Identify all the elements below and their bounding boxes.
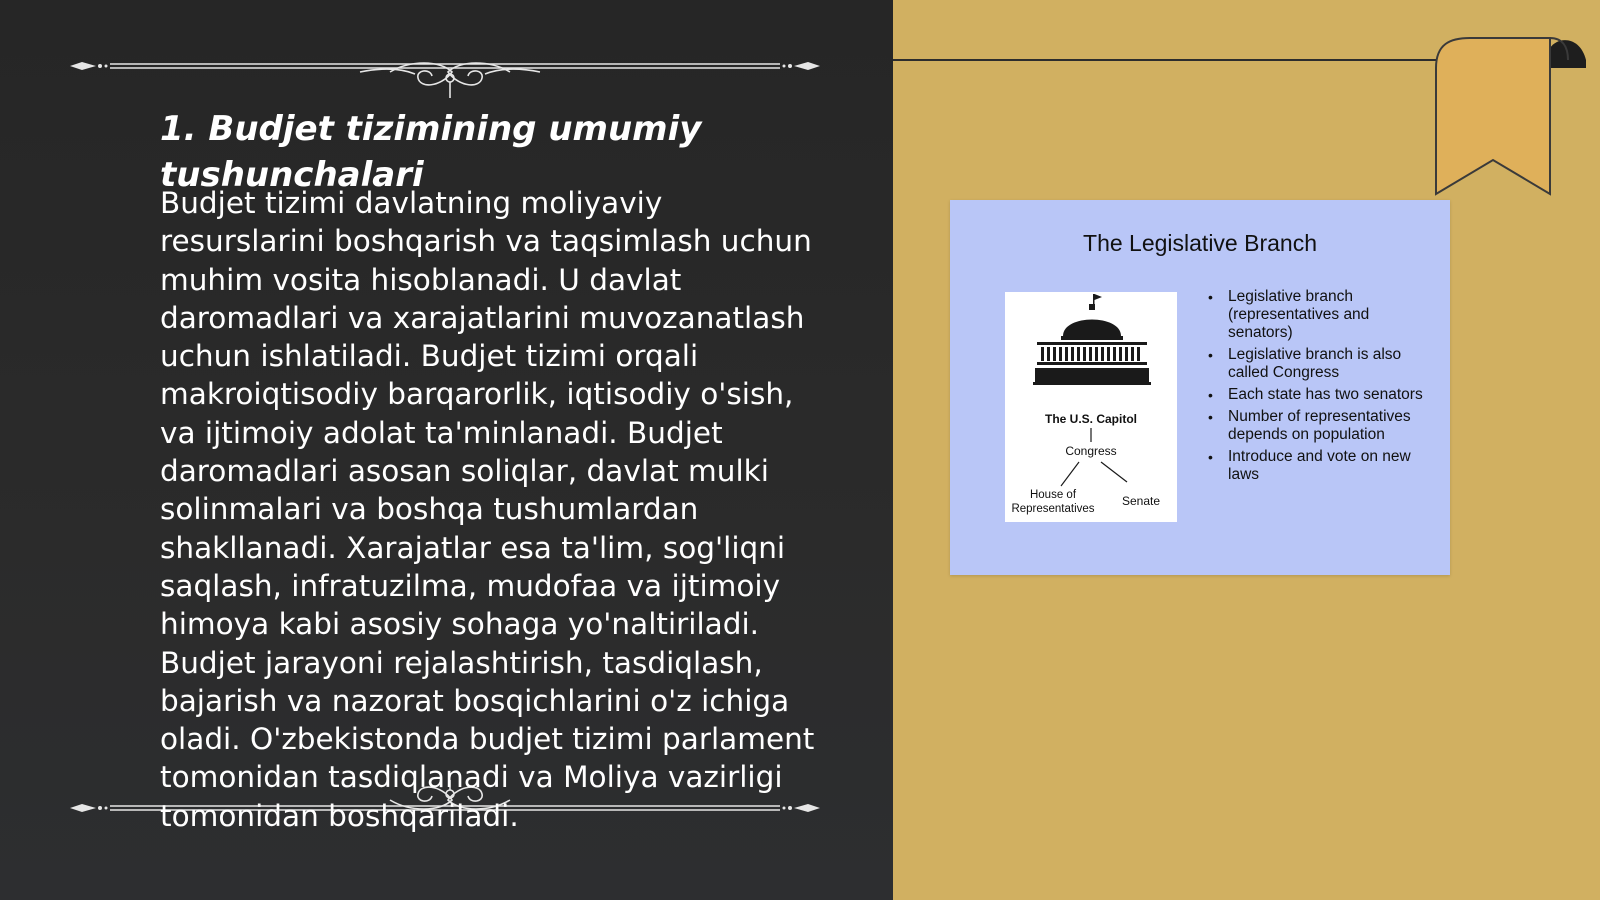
slide-body-text: Budjet tizimi davlatning moliyaviy resurslarini boshqarish va taqsimlash uchun muhim vosita hisoblanadi. U davlat daromadlari va xarajatlarini muvozanatlash uchun ishlatiladi. Budjet tizimi orqali makroiqtisodiy barqarorlik, iqtisodiy o'sish, va ijtimoiy adolat ta'minlanadi. Budjet daromadlari asosan soliqlar, davlat mulki solinmalari va boshqa tushumlardan shakllanadi. Xarajatlar esa ta'lim, sog'liqni saqlash, infratuzilma, mudofaa va ijtimoiy himoya kabi asosiy sohaga yo'naltiriladi. Budjet jarayoni rejalashtirish, tasdiqlash, bajarish va nazorat bosqichlarini o'z ichiga oladi. O'zbekistonda budjet tizimi parlament tomonidan tasdiqlanadi va Moliya vazirligi tomonidan boshqariladi. [160,186,815,833]
bullet-item: • Number of representatives depends on population [1208,408,1428,444]
ribbon-bookmark-icon [1430,34,1600,204]
bullet-item: • Each state has two senators [1208,386,1428,404]
image-title: The Legislative Branch [1083,230,1317,256]
diagram-house-label: House of Representatives [1011,489,1095,515]
bullet-item: • Legislative branch (representatives and senators) [1208,288,1428,342]
diagram-capitol-label: The U.S. Capitol [1044,412,1137,426]
bullet-item: • Legislative branch is also called Congress [1208,346,1428,382]
diagram-senate-label: Senate [1121,494,1161,508]
legislative-branch-image [950,200,1450,575]
divider-line [893,59,1438,61]
bullet-item: • Introduce and vote on new laws [1208,448,1428,484]
capitol-diagram [1005,292,1177,522]
diagram-congress-label: Congress [1065,444,1117,458]
slide-title: 1. Budjet tizimining umumiy tushunchalari [160,109,702,195]
legislative-bullet-list [1208,288,1428,488]
ornament-top-border [60,38,830,98]
